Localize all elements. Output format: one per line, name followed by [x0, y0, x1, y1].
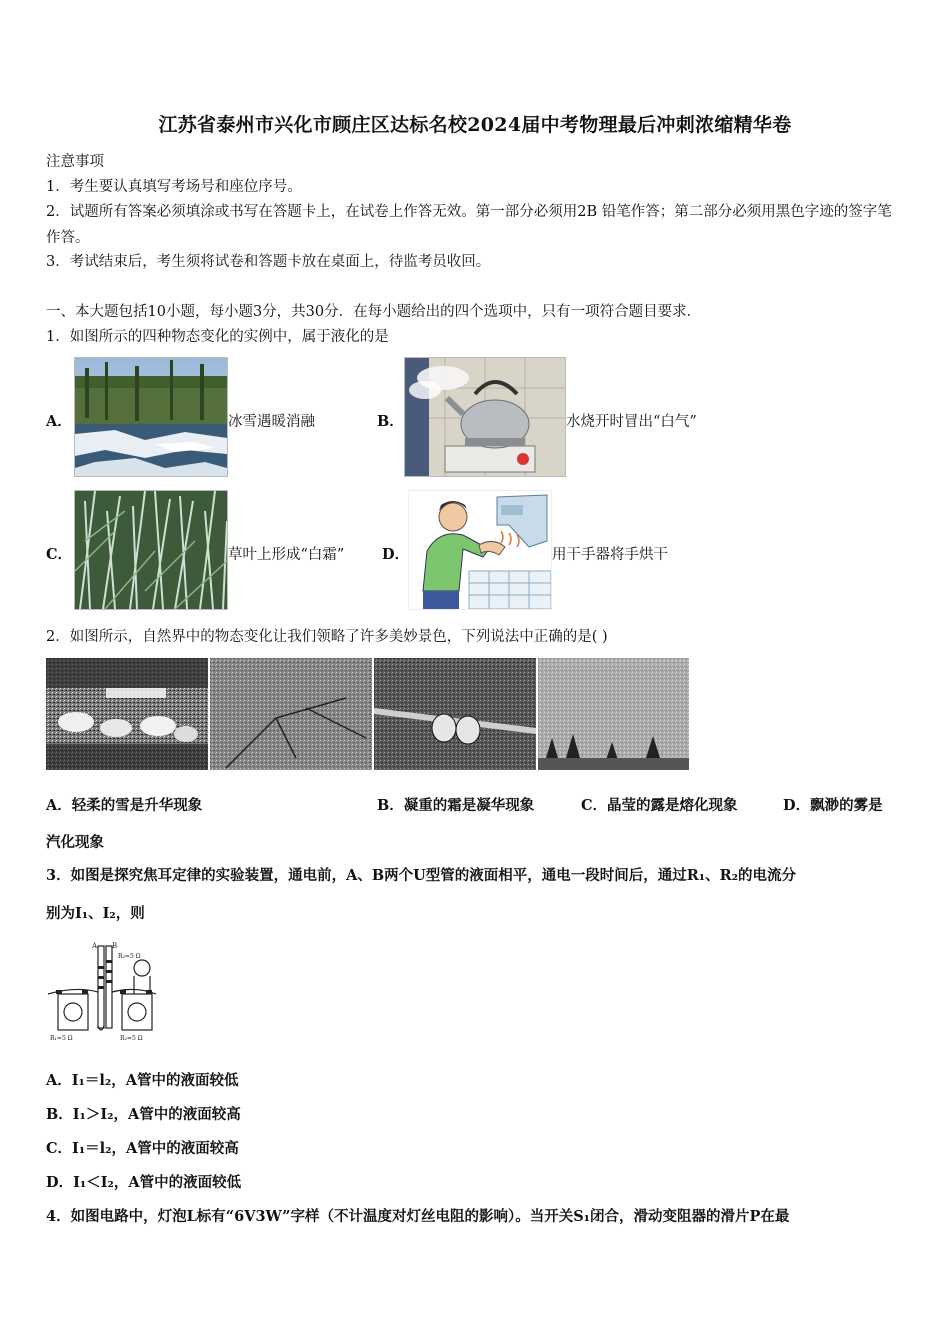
q1-option-a-caption: 冰雪遇暖消融 — [228, 414, 315, 430]
q2-option-a: A．轻柔的雪是升华现象 — [46, 797, 203, 814]
diagram-label-r3: R₃=5 Ω — [118, 953, 141, 960]
q3-option-b: B．I₁＞I₂，A管中的液面较高 — [46, 1106, 241, 1123]
q2-panel-fog — [538, 658, 689, 770]
q1-option-c-caption: 草叶上形成“白霜” — [228, 547, 345, 563]
diagram-label-r1: R₁=5 Ω — [50, 1035, 73, 1042]
notice-item-2: 2．试题所有答案必须填涂或书写在答题卡上，在试卷上作答无效。第一部分必须用2B 铅笔作答；第二部分必须用黑色字迹的签字笔作答。 — [46, 204, 892, 246]
q1-option-a-letter: A． — [46, 413, 72, 430]
q1-option-d-caption: 用干手器将手烘干 — [552, 547, 668, 563]
q2-stem: 2．如图所示，自然界中的物态变化让我们领略了许多美妙景色，下列说法中正确的是( ) — [46, 629, 608, 645]
q2-option-c: C．晶莹的露是熔化现象 — [581, 797, 738, 814]
q2-panel-dew — [374, 658, 536, 770]
q1-option-d-letter: D． — [382, 546, 410, 563]
q2-panel-frost — [210, 658, 372, 770]
q3-stem-line-2: 别为I₁、I₂，则 — [46, 905, 145, 922]
q2-panel-snow — [46, 658, 208, 770]
q1-option-c-letter: C． — [46, 546, 73, 563]
diagram-label-r2: R₂=5 Ω — [120, 1035, 143, 1042]
q3-option-d: D．I₁＜I₂，A管中的液面较低 — [46, 1174, 242, 1191]
notice-heading: 注意事项 — [46, 154, 104, 170]
q2-image-strip — [46, 658, 689, 770]
q2-option-b: B．凝重的霜是凝华现象 — [377, 797, 535, 814]
q1-option-b-caption: 水烧开时冒出“白气” — [566, 414, 697, 430]
section-heading: 一、本大题包括10小题，每小题3分，共30分．在每小题给出的四个选项中，只有一项符合题目要求． — [46, 304, 702, 320]
q2-option-d-continued: 汽化现象 — [46, 834, 104, 851]
q3-stem-line-1: 3．如图是探究焦耳定律的实验装置，通电前，A、B两个U型管的液面相平，通电一段时间后，通过R₁、R₂的电流分 — [46, 867, 797, 884]
q1-option-b-letter: B． — [377, 413, 404, 430]
q3-option-a: A．I₁＝l₂，A管中的液面较低 — [46, 1072, 239, 1089]
q1-image-b-kettle — [404, 357, 566, 477]
diagram-label-a: A — [92, 942, 98, 950]
q3-joule-diagram — [46, 936, 158, 1044]
q3-option-c: C．I₁＝l₂，A管中的液面较高 — [46, 1140, 239, 1157]
q2-option-d: D．飘渺的雾是 — [783, 797, 883, 814]
notice-item-3: 3．考试结束后，考生须将试卷和答题卡放在桌面上，待监考员收回。 — [46, 254, 491, 270]
notice-item-1: 1．考生要认真填写考场号和座位序号。 — [46, 179, 302, 195]
q1-stem: 1．如图所示的四种物态变化的实例中，属于液化的是 — [46, 329, 389, 345]
q1-image-a-melting-ice — [74, 357, 228, 477]
page-title: 江苏省泰州市兴化市顾庄区达标名校2024届中考物理最后冲刺浓缩精华卷 — [158, 114, 792, 136]
diagram-label-b: B — [112, 942, 118, 950]
q1-image-d-hand-dryer — [408, 490, 552, 610]
q4-stem: 4．如图电路中，灯泡L标有“6V3W”字样（不计温度对灯丝电阻的影响）。当开关S₁闭合，滑动变阻器的滑片P在最 — [46, 1208, 790, 1225]
q1-image-c-frost-grass — [74, 490, 228, 610]
